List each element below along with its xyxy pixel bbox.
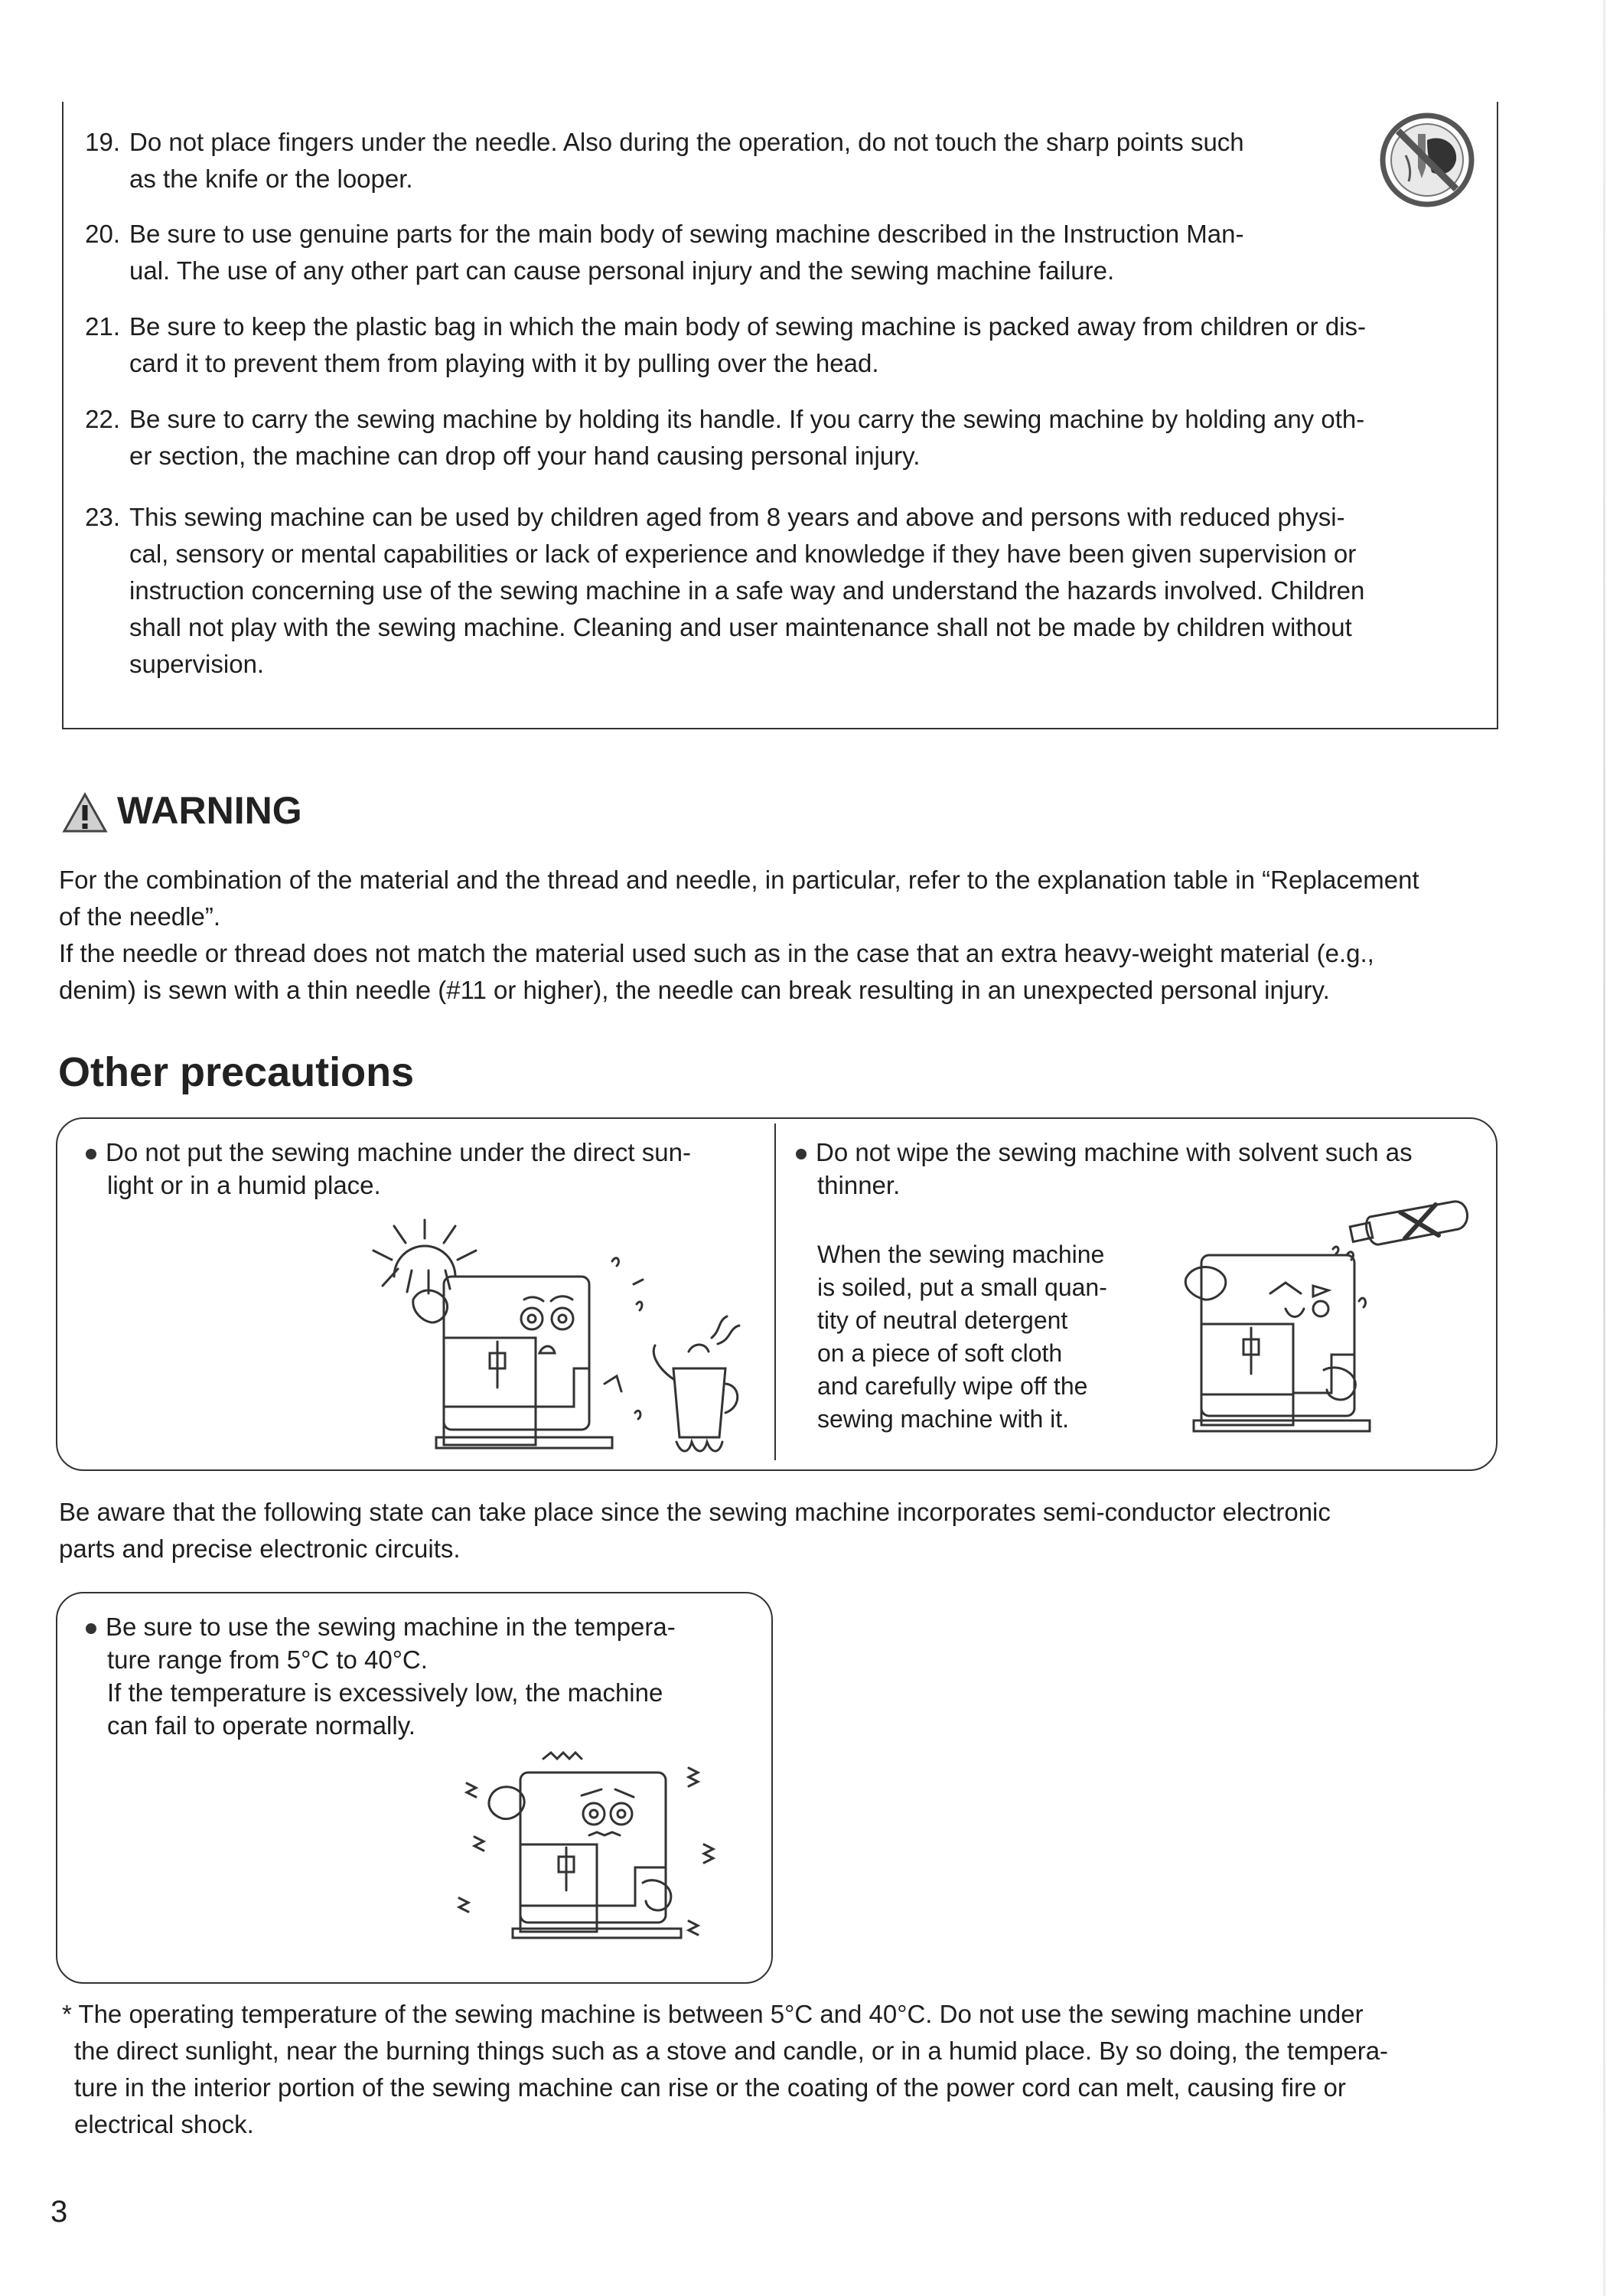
safety-item-23	[64, 499, 1471, 683]
electronics-notice	[59, 1494, 1498, 1567]
safety-item-19	[64, 124, 1349, 197]
cleaning-line: is soiled, put a small quan-	[817, 1274, 1107, 1301]
precaution-line: Do not wipe the sewing machine with solvent such as	[816, 1138, 1413, 1166]
item-line: er section, the machine can drop off your hand causing personal injury.	[129, 442, 921, 470]
precaution-no-solvent	[796, 1136, 1484, 1202]
item-line: This sewing machine can be used by children aged from 8 years and above and persons with reduced physi-	[129, 503, 1345, 531]
cleaning-line: on a piece of soft cloth	[817, 1339, 1063, 1367]
warning-triangle-icon	[63, 793, 107, 833]
temperature-line: If the temperature is excessively low, the machine	[107, 1678, 663, 1707]
precaution-temperature	[86, 1610, 759, 1742]
footnote-line: electrical shock.	[74, 2110, 254, 2138]
item-line: Do not place fingers under the needle. Also during the operation, do not touch the sharp points such	[129, 128, 1244, 156]
warning-line: If the needle or thread does not match the material used such as in the case that an extra heavy-weight material (e.g.,	[59, 939, 1374, 967]
cleaning-line: sewing machine with it.	[817, 1405, 1070, 1433]
item-number: 20.	[85, 220, 120, 248]
safety-item-21	[64, 308, 1471, 382]
footnote-line: the direct sunlight, near the burning things such as a stove and candle, or in a humid place. By so doing, the tempera-	[74, 2037, 1389, 2065]
cleaning-line: and carefully wipe off the	[817, 1372, 1088, 1400]
item-line: ual. The use of any other part can cause personal injury and the sewing machine failure.	[129, 256, 1115, 285]
operating-temperature-footnote	[62, 1996, 1498, 2143]
safety-items-box	[62, 102, 1498, 729]
cold-machine-illustration	[459, 1753, 735, 1944]
item-line: shall not play with the sewing machine. Cleaning and user maintenance shall not be made by children without	[129, 613, 1352, 641]
item-line: Be sure to keep the plastic bag in which the main body of sewing machine is packed away from children or dis-	[129, 312, 1367, 341]
page-number: 3	[51, 2195, 68, 2229]
item-number: 23.	[85, 503, 120, 531]
temperature-line: ture range from 5°C to 40°C.	[107, 1645, 428, 1674]
scan-edge-shadow	[1603, 0, 1605, 2296]
precaution-sunlight	[86, 1136, 759, 1202]
safety-item-20	[64, 216, 1349, 289]
item-line: Be sure to use genuine parts for the main body of sewing machine described in the Instruction Man-	[129, 220, 1244, 248]
temperature-line: Be sure to use the sewing machine in the tempera-	[106, 1613, 676, 1641]
sun-humid-machine-illustration	[352, 1215, 750, 1460]
item-line: cal, sensory or mental capabilities or lack of experience and knowledge if they have been given supervision or	[129, 540, 1357, 568]
box-divider	[774, 1124, 776, 1460]
warning-line: of the needle”.	[59, 902, 220, 931]
precaution-line: thinner.	[817, 1171, 901, 1199]
item-number: 22.	[85, 405, 120, 433]
safety-item-22	[64, 401, 1471, 475]
other-precautions-heading: Other precautions	[58, 1049, 415, 1095]
cleaning-line: tity of neutral detergent	[817, 1306, 1068, 1334]
bullet-dot	[86, 1623, 96, 1634]
item-line: card it to prevent them from playing with it by pulling over the head.	[129, 349, 879, 377]
cleaning-line: When the sewing machine	[817, 1241, 1105, 1268]
bullet-dot	[86, 1149, 96, 1159]
item-number: 21.	[85, 312, 120, 341]
footnote-line: * The operating temperature of the sewing machine is between 5°C and 40°C. Do not use the sewing machine under	[62, 2000, 1364, 2028]
solvent-bottle-machine-illustration	[1171, 1194, 1477, 1446]
temperature-line: can fail to operate normally.	[107, 1711, 416, 1740]
item-number: 19.	[85, 128, 120, 156]
bullet-dot	[796, 1149, 807, 1159]
item-line: Be sure to carry the sewing machine by holding its handle. If you carry the sewing machine by holding any oth-	[129, 405, 1365, 433]
precaution-line: light or in a humid place.	[107, 1171, 381, 1199]
warning-text	[59, 862, 1498, 1009]
warning-line: denim) is sewn with a thin needle (#11 or higher), the needle can break resulting in an unexpected personal injury.	[59, 976, 1330, 1004]
item-line: as the knife or the looper.	[129, 165, 413, 193]
notice-line: Be aware that the following state can take place since the sewing machine incorporates semi-conductor electronic	[59, 1498, 1331, 1526]
cleaning-instructions	[817, 1238, 1177, 1436]
item-line: instruction concerning use of the sewing machine in a safe way and understand the hazards involved. Children	[129, 576, 1365, 605]
item-line: supervision.	[129, 650, 265, 678]
footnote-line: ture in the interior portion of the sewing machine can rise or the coating of the power cord can melt, causing fire or	[74, 2073, 1346, 2102]
warning-heading: WARNING	[117, 789, 302, 832]
notice-line: parts and precise electronic circuits.	[59, 1534, 461, 1563]
no-fingers-prohibition-icon	[1378, 111, 1476, 209]
precaution-line: Do not put the sewing machine under the direct sun-	[106, 1138, 691, 1166]
warning-line: For the combination of the material and the thread and needle, in particular, refer to the explanation table in “Replacement	[59, 866, 1419, 894]
